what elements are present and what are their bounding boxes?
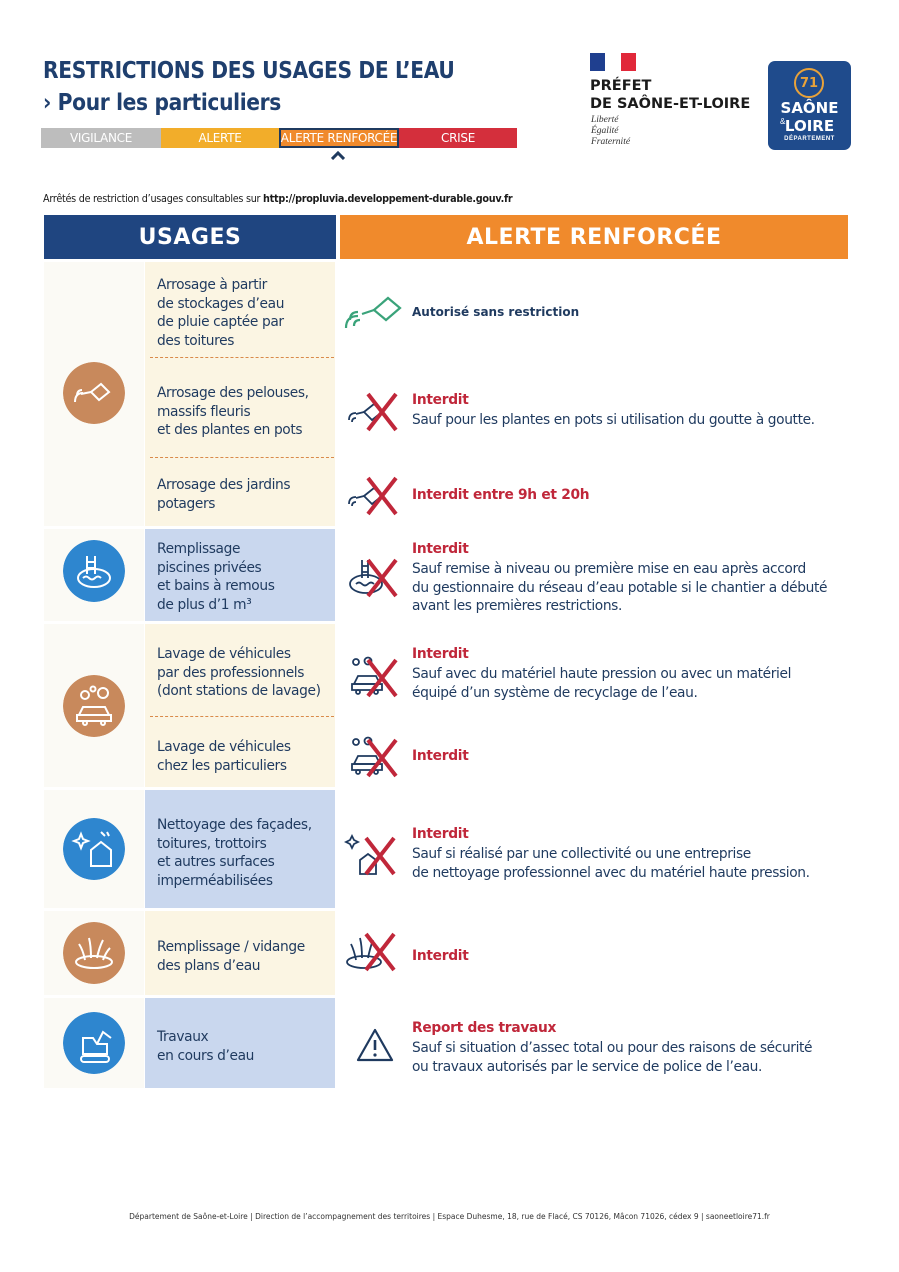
usage-text: Arrosage à partir de stockages d’eau de pluie captée par des toitures <box>157 277 285 349</box>
page-subtitle: › Pour les particuliers <box>43 90 282 116</box>
motto-fraternite: Fraternité <box>591 137 631 147</box>
pool-forbidden-icon <box>346 556 402 598</box>
usage-text: Lavage de véhicules chez les particuliers <box>157 739 291 774</box>
motto-egalite: Égalité <box>591 126 619 136</box>
level-vigilance: VIGILANCE <box>41 128 161 148</box>
usage-text: Arrosage des pelouses, massifs fleuris et des plantes en pots <box>157 385 309 438</box>
car-wash-forbidden-icon <box>346 656 402 698</box>
status-forbidden: Interdit <box>412 392 469 408</box>
watering-forbidden-icon <box>346 474 402 516</box>
status-details: Sauf si réalisé par une collectivité ou une entreprise de nettoyage professionnel avec du matériel haute pression. <box>412 846 810 881</box>
usage-text: Lavage de véhicules par des professionnels (dont stations de lavage) <box>157 646 321 699</box>
marianne-flag-icon <box>590 53 636 71</box>
watering-forbidden-icon <box>346 390 402 432</box>
status-forbidden: Interdit <box>412 541 469 557</box>
watering-can-icon <box>63 362 125 424</box>
source-prefix: Arrêtés de restriction d’usages consultables sur <box>43 193 264 205</box>
status-postponed: Report des travaux <box>412 1020 557 1036</box>
page-title: RESTRICTIONS DES USAGES DE L’EAU <box>43 58 455 84</box>
status-details: Sauf pour les plantes en pots si utilisation du goutte à goutte. <box>412 412 815 428</box>
footer: Département de Saône-et-Loire | Direction de l’accompagnement des territoires | Espace Duhesme, 18, rue de Flacé, CS 70126, Mâcon 71026, cédex 9 | saoneetloire71.fr <box>129 1212 770 1221</box>
department-label: DÉPARTEMENT <box>784 136 835 142</box>
header-alert-level: ALERTE RENFORCÉE <box>340 215 848 259</box>
pool-icon <box>63 540 125 602</box>
warning-icon <box>356 1027 394 1063</box>
selected-level-caret-icon <box>331 150 345 160</box>
status-details: Sauf remise à niveau ou première mise en eau après accord du gestionnaire du réseau d’eau potable si le chantier a débuté avant les premières restrictions. <box>412 561 828 614</box>
department-number: 71 <box>794 68 824 98</box>
usage-text: Arrosage des jardins potagers <box>157 477 291 512</box>
row-divider <box>150 357 334 358</box>
level-crise: CRISE <box>399 128 517 148</box>
status-forbidden-hours: Interdit entre 9h et 20h <box>412 487 590 503</box>
car-wash-icon <box>63 675 125 737</box>
status-forbidden: Interdit <box>412 646 469 662</box>
usage-text: Remplissage / vidange des plans d’eau <box>157 939 305 974</box>
status-details: Sauf avec du matériel haute pression ou avec un matériel équipé d’un système de recyclage de l’eau. <box>412 666 792 701</box>
alert-level-scale <box>41 128 517 148</box>
usage-text: Remplissage piscines privées et bains à remous de plus d’1 m³ <box>157 541 275 613</box>
prefet-department: DE SAÔNE-ET-LOIRE <box>590 96 751 112</box>
department-amp: & <box>780 117 786 126</box>
level-alerte-renforcee: ALERTE RENFORCÉE <box>279 128 399 148</box>
status-forbidden: Interdit <box>412 948 469 964</box>
status-forbidden: Interdit <box>412 748 469 764</box>
excavator-icon <box>63 1012 125 1074</box>
motto-liberte: Liberté <box>591 115 619 125</box>
watering-can-green-icon <box>344 290 410 334</box>
source-line <box>43 193 512 205</box>
status-forbidden: Interdit <box>412 826 469 842</box>
pond-forbidden-icon <box>344 930 400 972</box>
header-usages: USAGES <box>44 215 336 259</box>
row-divider <box>150 457 334 458</box>
row-divider <box>150 716 334 717</box>
facade-cleaning-forbidden-icon <box>344 834 400 876</box>
source-url[interactable]: http://propluvia.developpement-durable.gouv.fr <box>263 193 513 205</box>
department-name-2: LOIRE <box>784 117 835 135</box>
usage-text: Nettoyage des façades, toitures, trottoirs et autres surfaces imperméabilisées <box>157 817 312 889</box>
car-wash-forbidden-icon <box>346 736 402 778</box>
department-name-1: SAÔNE <box>780 99 839 117</box>
usage-text: Travaux en cours d’eau <box>157 1029 254 1064</box>
status-details: Sauf si situation d’assec total ou pour des raisons de sécurité ou travaux autorisés par le service de police de l’eau. <box>412 1040 813 1075</box>
department-logo <box>768 61 851 150</box>
level-alerte: ALERTE <box>161 128 279 148</box>
status-allowed: Autorisé sans restriction <box>412 305 580 319</box>
facade-cleaning-icon <box>63 818 125 880</box>
pond-icon <box>63 922 125 984</box>
prefet-label: PRÉFET <box>590 78 652 94</box>
